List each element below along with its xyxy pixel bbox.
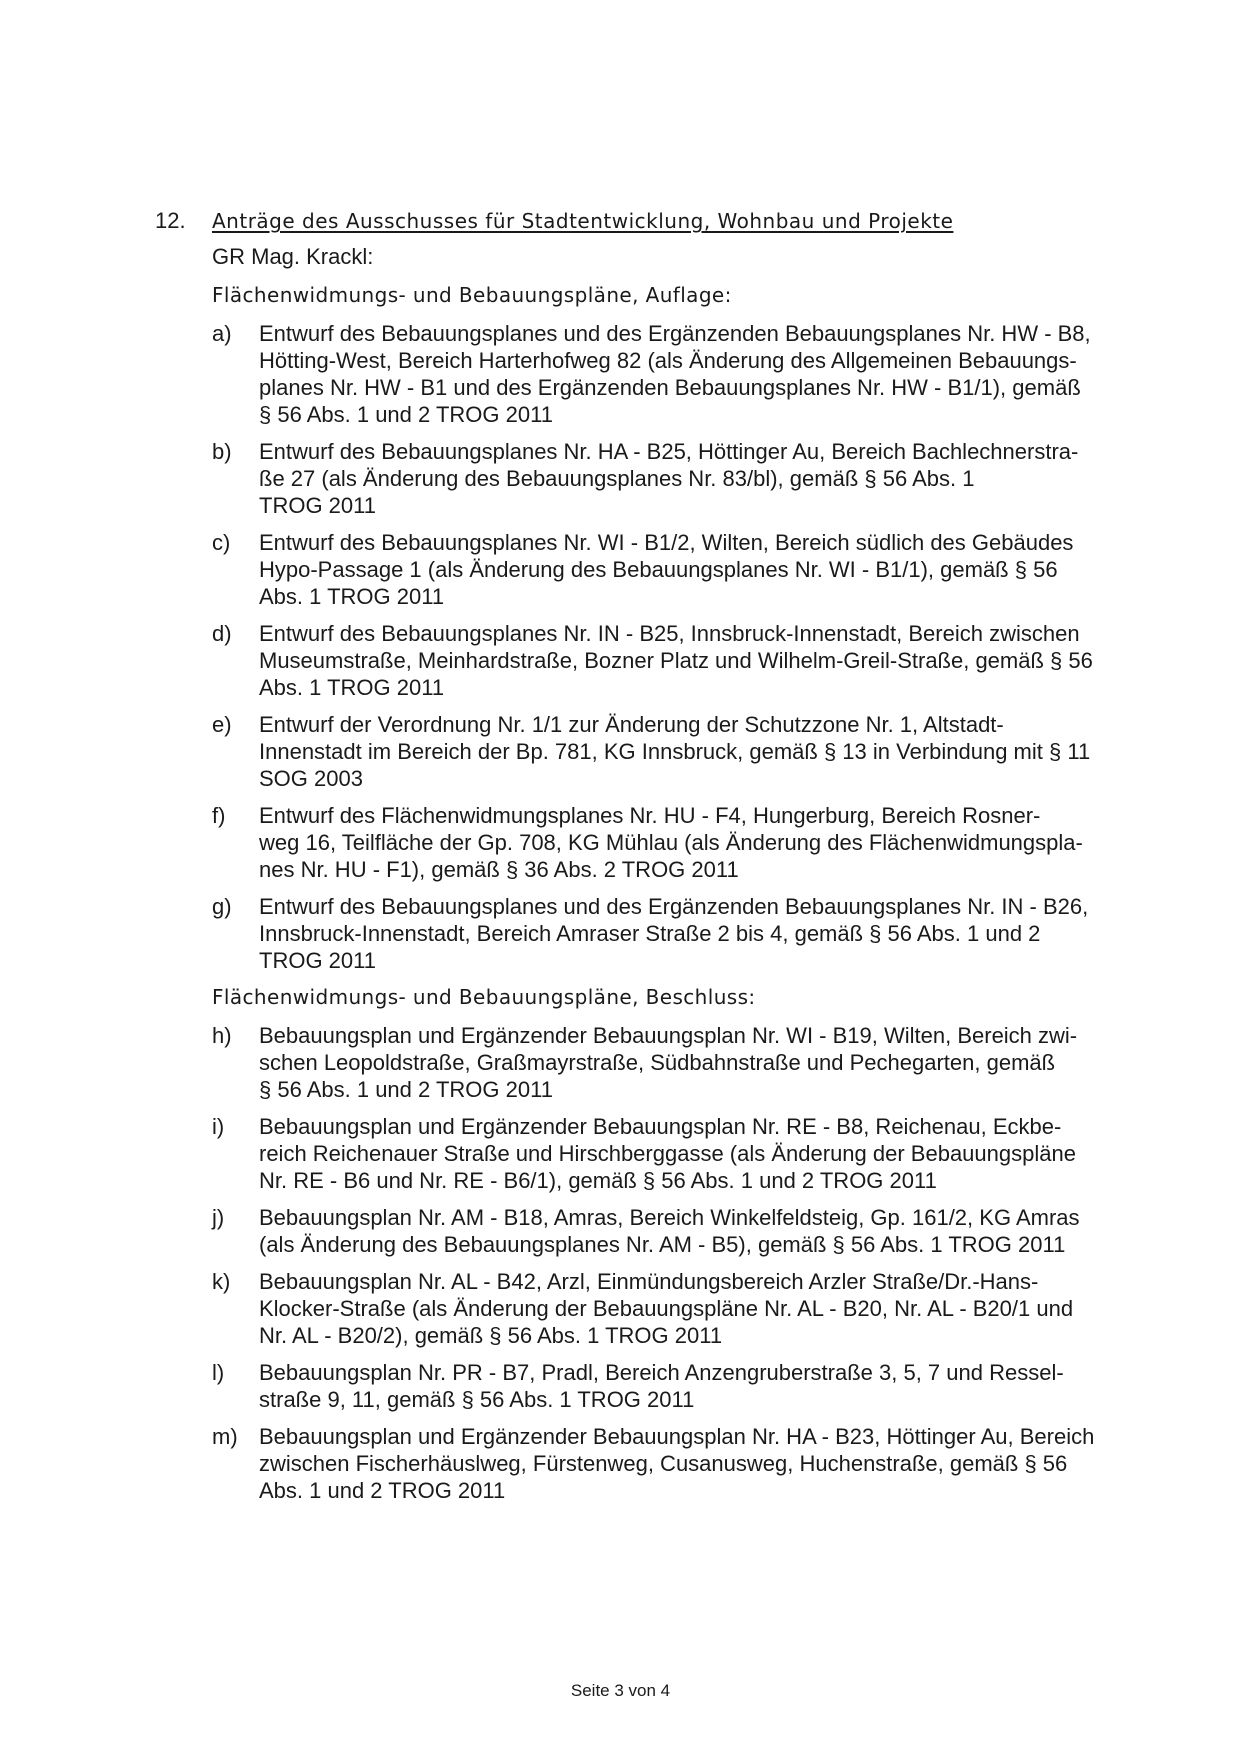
item-text-line: TROG 2011 [259,948,376,973]
item-letter: d) [212,621,232,646]
item-letter: g) [212,894,232,919]
item-letter: h) [212,1023,232,1048]
agenda-item [212,1022,1155,1103]
item-text-line: Klocker-Straße (als Änderung der Bebauungspläne Nr. AL - B20, Nr. AL - B20/1 und [259,1296,1074,1321]
agenda-groups [212,282,1155,1504]
item-text-line: Bebauungsplan und Ergänzender Bebauungsplan Nr. HA - B23, Höttinger Au, Bereich [259,1424,1095,1449]
item-text-line: planes Nr. HW - B1 und des Ergänzenden Bebauungsplanes Nr. HW - B1/1), gemäß [259,375,1081,400]
section-title: Anträge des Ausschusses für Stadtentwicklung, Wohnbau und Projekte [212,209,954,233]
item-letter: a) [212,321,232,346]
item-text [259,802,1139,883]
item-text-line: weg 16, Teilfläche der Gp. 708, KG Mühlau (als Änderung des Flächenwidmungspla- [259,830,1083,855]
item-letter: j) [212,1205,225,1230]
item-text-line: Hypo-Passage 1 (als Änderung des Bebauungsplanes Nr. WI - B1/1), gemäß § 56 [259,557,1058,582]
item-letter: b) [212,439,232,464]
item-text [259,529,1139,610]
item-text-line: straße 9, 11, gemäß § 56 Abs. 1 TROG 2011 [259,1387,695,1412]
item-text [259,893,1139,974]
item-text [259,1022,1139,1103]
agenda-item [212,1268,1155,1349]
item-text-line: Abs. 1 TROG 2011 [259,675,445,700]
agenda-item [212,320,1155,428]
item-text [259,620,1139,701]
agenda-item [212,893,1155,974]
item-text [259,711,1139,792]
item-text-line: Nr. RE - B6 und Nr. RE - B6/1), gemäß § 56 Abs. 1 und 2 TROG 2011 [259,1168,937,1193]
item-text-line: Entwurf des Bebauungsplanes und des Ergänzenden Bebauungsplanes Nr. IN - B26, [259,894,1089,919]
item-letter: f) [212,803,226,828]
item-text-line: Hötting-West, Bereich Harterhofweg 82 (als Änderung des Allgemeinen Bebauungs- [259,348,1077,373]
item-text-line: Entwurf des Bebauungsplanes und des Ergänzenden Bebauungsplanes Nr. HW - B8, [259,321,1091,346]
item-text-line: TROG 2011 [259,493,376,518]
item-letter: c) [212,530,231,555]
item-text [259,1113,1139,1194]
item-text-line: Abs. 1 und 2 TROG 2011 [259,1478,506,1503]
item-text [259,1423,1139,1504]
agenda-item [212,1113,1155,1194]
item-letter: e) [212,712,232,737]
item-text-line: Bebauungsplan Nr. PR - B7, Pradl, Bereich Anzengruberstraße 3, 5, 7 und Ressel- [259,1360,1064,1385]
agenda-item [212,620,1155,701]
agenda-item [212,1359,1155,1413]
agenda-item [212,711,1155,792]
agenda-item [212,529,1155,610]
agenda-section [155,208,1155,1514]
agenda-item [212,1204,1155,1258]
agenda-item [212,1423,1155,1504]
item-text [259,1359,1139,1413]
speaker-line: GR Mag. Krackl: [212,244,374,269]
item-text [259,438,1139,519]
item-text-line: Museumstraße, Meinhardstraße, Bozner Platz und Wilhelm-Greil-Straße, gemäß § 56 [259,648,1093,673]
item-text-line: Entwurf des Bebauungsplanes Nr. WI - B1/2, Wilten, Bereich südlich des Gebäudes [259,530,1074,555]
item-text-line: Bebauungsplan und Ergänzender Bebauungsplan Nr. WI - B19, Wilten, Bereich zwi- [259,1023,1078,1048]
item-text-line: Nr. AL - B20/2), gemäß § 56 Abs. 1 TROG 2011 [259,1323,723,1348]
item-text-line: Entwurf des Bebauungsplanes Nr. IN - B25, Innsbruck-Innenstadt, Bereich zwischen [259,621,1080,646]
item-text [259,1204,1139,1258]
item-text-line: schen Leopoldstraße, Graßmayrstraße, Südbahnstraße und Pechegarten, gemäß [259,1050,1056,1075]
agenda-item [212,802,1155,883]
item-text [259,1268,1139,1349]
item-text-line: Innenstadt im Bereich der Bp. 781, KG Innsbruck, gemäß § 13 in Verbindung mit § 11 [259,739,1091,764]
item-text-line: Entwurf des Bebauungsplanes Nr. HA - B25, Höttinger Au, Bereich Bachlechnerstra- [259,439,1079,464]
item-text-line: Abs. 1 TROG 2011 [259,584,445,609]
item-text-line: nes Nr. HU - F1), gemäß § 36 Abs. 2 TROG 2011 [259,857,739,882]
section-heading [155,208,1155,234]
item-text-line: Bebauungsplan Nr. AM - B18, Amras, Bereich Winkelfeldsteig, Gp. 161/2, KG Amras [259,1205,1080,1230]
item-letter: k) [212,1269,231,1294]
section-number: 12. [155,208,186,233]
item-text-line: SOG 2003 [259,766,363,791]
item-text-line: reich Reichenauer Straße und Hirschberggasse (als Änderung der Bebauungspläne [259,1141,1076,1166]
page-number: Seite 3 von 4 [570,1681,671,1700]
item-letter: m) [212,1424,238,1449]
item-letter: i) [212,1114,225,1139]
item-text [259,320,1139,428]
agenda-item [212,438,1155,519]
item-text-line: (als Änderung des Bebauungsplanes Nr. AM - B5), gemäß § 56 Abs. 1 TROG 2011 [259,1232,1066,1257]
item-text-line: § 56 Abs. 1 und 2 TROG 2011 [259,402,553,427]
item-text-line: Entwurf des Flächenwidmungsplanes Nr. HU - F4, Hungerburg, Bereich Rosner- [259,803,1041,828]
item-text-line: § 56 Abs. 1 und 2 TROG 2011 [259,1077,553,1102]
group-label: Flächenwidmungs- und Bebauungspläne, Beschluss: [212,985,756,1009]
item-text-line: zwischen Fischerhäuslweg, Fürstenweg, Cusanusweg, Huchenstraße, gemäß § 56 [259,1451,1068,1476]
item-text-line: Innsbruck-Innenstadt, Bereich Amraser Straße 2 bis 4, gemäß § 56 Abs. 1 und 2 [259,921,1041,946]
item-text-line: Bebauungsplan und Ergänzender Bebauungsplan Nr. RE - B8, Reichenau, Eckbe- [259,1114,1062,1139]
group-label: Flächenwidmungs- und Bebauungspläne, Auflage: [212,283,732,307]
item-text-line: Entwurf der Verordnung Nr. 1/1 zur Änderung der Schutzzone Nr. 1, Altstadt- [259,712,1004,737]
item-letter: l) [212,1360,225,1385]
item-text-line: ße 27 (als Änderung des Bebauungsplanes Nr. 83/bl), gemäß § 56 Abs. 1 [259,466,975,491]
item-text-line: Bebauungsplan Nr. AL - B42, Arzl, Einmündungsbereich Arzler Straße/Dr.-Hans- [259,1269,1039,1294]
